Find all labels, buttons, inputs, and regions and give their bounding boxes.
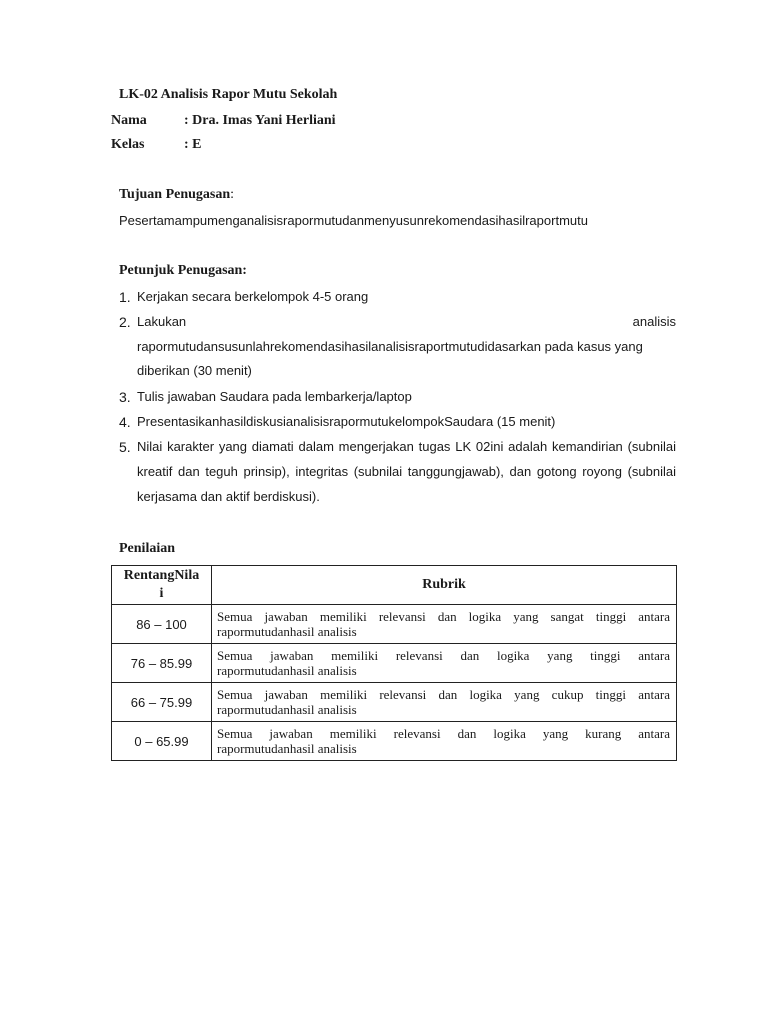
name-label: Nama — [111, 113, 147, 128]
list-item-text: analisis — [632, 314, 676, 329]
list-item-line: diberikan (30 menit) — [137, 363, 252, 378]
table-header-row — [112, 566, 677, 605]
list-number: 3. — [119, 389, 131, 405]
list-item: PresentasikanhasildiskusianalisisrapormutukelompokSaudara (15 menit) — [137, 414, 556, 429]
rubric-description: Semua jawaban memiliki relevansi dan logika yang sangat tinggi antara rapormutudanhasil analisis — [212, 605, 677, 644]
table-row — [112, 605, 677, 644]
class-value: : E — [184, 137, 202, 152]
list-number: 2. — [119, 314, 131, 330]
list-item-line: rapormutudansusunlahrekomendasihasilanalisisraportmutudidasarkan pada kasus yang — [137, 339, 643, 354]
tujuan-heading-line — [119, 186, 234, 204]
tujuan-text: Pesertamampumenganalisisrapormutudanmenyusunrekomendasihasilraportmutu — [119, 213, 588, 228]
table-row — [112, 722, 677, 761]
rubric-table — [111, 565, 677, 761]
score-range: 86 – 100 — [112, 605, 212, 644]
rubric-description: Semua jawaban memiliki relevansi dan logika yang kurang antara rapormutudanhasil analisis — [212, 722, 677, 761]
list-number: 1. — [119, 289, 131, 305]
score-range: 66 – 75.99 — [112, 683, 212, 722]
tujuan-heading: Tujuan Penugasan — [119, 187, 231, 202]
column-header-rubric: Rubrik — [212, 566, 677, 605]
document-title: LK-02 Analisis Rapor Mutu Sekolah — [119, 87, 338, 102]
tujuan-colon: : — [230, 187, 235, 202]
list-number: 5. — [119, 439, 131, 455]
name-value: : Dra. Imas Yani Herliani — [184, 113, 336, 128]
column-header-range: RentangNila i — [112, 566, 212, 605]
list-item: Nilai karakter yang diamati dalam mengerjakan tugas LK 02ini adalah kemandirian (subnilai kreatif dan teguh prinsip), integritas (subnilai tanggungjawab), dan gotong royong (subnilai kerjasama dan aktif berdiskusi). — [137, 439, 676, 504]
rubric-description: Semua jawaban memiliki relevansi dan logika yang cukup tinggi antara rapormutudanhasil analisis — [212, 683, 677, 722]
table-row — [112, 644, 677, 683]
list-item-text: Lakukan — [137, 314, 187, 329]
score-range: 0 – 65.99 — [112, 722, 212, 761]
list-number: 4. — [119, 414, 131, 430]
petunjuk-heading: Petunjuk Penugasan: — [119, 263, 247, 278]
score-range: 76 – 85.99 — [112, 644, 212, 683]
rubric-description: Semua jawaban memiliki relevansi dan logika yang tinggi antara rapormutudanhasil analisis — [212, 644, 677, 683]
class-label: Kelas — [111, 137, 145, 152]
list-item: Tulis jawaban Saudara pada lembarkerja/laptop — [137, 389, 412, 404]
list-item: Kerjakan secara berkelompok 4-5 orang — [137, 289, 369, 304]
table-row — [112, 683, 677, 722]
list-item-line — [137, 313, 676, 331]
penilaian-heading: Penilaian — [119, 541, 176, 556]
